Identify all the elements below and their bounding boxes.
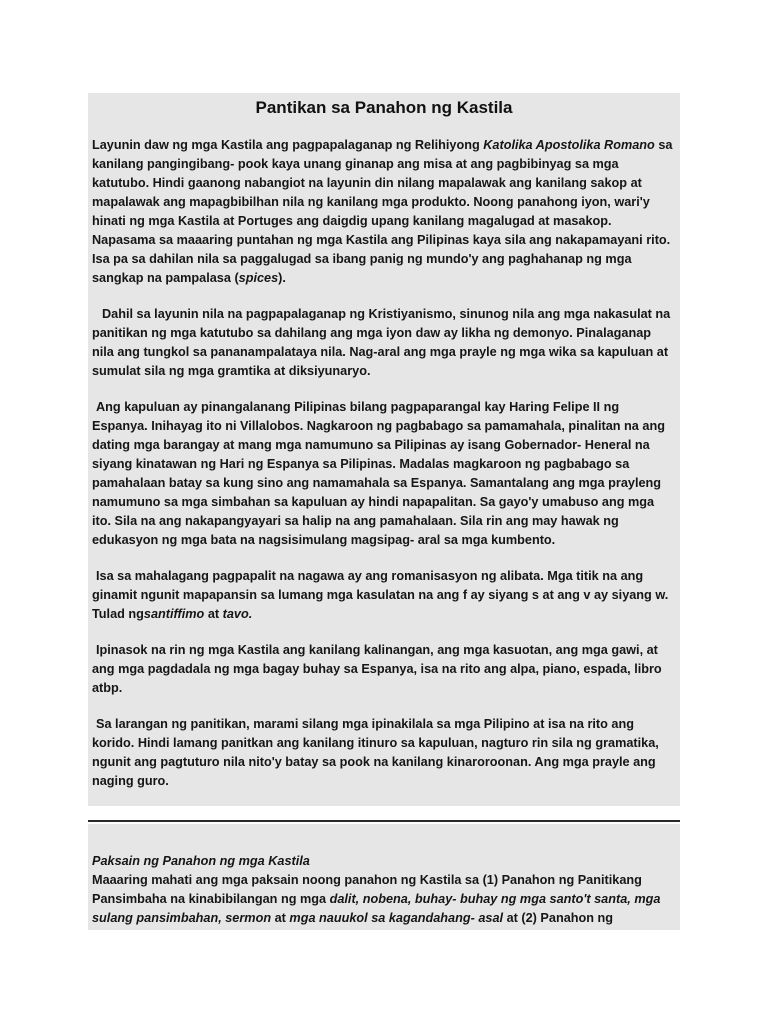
section-panel	[88, 824, 680, 930]
document-title: Pantikan sa Panahon ng Kastila	[255, 98, 513, 117]
paragraph-1-text-a: Layunin daw ng mga Kastila ang pagpapalaganap ng Relihiyong	[92, 138, 484, 152]
section-emphasis-values: mga nauukol sa kagandahang- asal	[289, 911, 504, 925]
section-heading: Paksain ng Panahon ng mga Kastila	[92, 854, 310, 868]
paragraph-1-text-b: sa kanilang pangingibang- pook kaya unang ginanap ang misa at ang pagbibinyag sa mga katutubo. Hindi gaanong nabangiot na layunin din nilang mapalawak ang kanilang sakop at mapalawak ang mapagbibilhan nila ng kanilang mga produkto. Noong panahong iyon, wari'y hinati ng mga Kastila at Portuges ang daigdig upang kanilang magalugad at masakop. Napasama sa maaaring puntahan ng mga Kastila ang Pilipinas kaya sila ang nakapamayani rito. Isa pa sa dahilan nila sa paggalugad sa ibang panig ng mundo'y ang paghahanap ng mga sangkap na pampalasa (	[92, 138, 673, 285]
section-text-c: at (2) Panahon ng	[503, 911, 614, 925]
paragraph-4-emphasis-santiffimo: santiffimo	[143, 607, 205, 621]
paragraph-4	[92, 567, 676, 624]
paragraph-4-text-b: at	[204, 607, 223, 621]
paragraph-1-text-c: ).	[278, 271, 286, 285]
section-text-a: Maaaring mahati ang mga paksain noong panahon ng Kastila sa (1) Panahon ng Panitikang Pansimbaha na kinabibilangan ng mga	[92, 873, 642, 906]
paragraph-2: Dahil sa layunin nila na pagpapalaganap ng Kristiyanismo, sinunog nila ang mga nakasulat na panitikan ng mga katutubo sa dahilang ang mga iyon daw ay likha ng demonyo. Pinalaganap nila ang tungkol sa pananampalataya nila. Nag-aral ang mga prayle ng mga wika sa kapuluan at sumulat sila ng mga gramtika at diksiyunaryo.	[92, 307, 671, 378]
section-divider	[88, 820, 680, 822]
paragraph-4-text-a: Isa sa mahalagang pagpapalit na nagawa ay ang romanisasyon ng alibata. Mga titik na ang ginamit ngunit mapapansin sa lumang mga kasulatan na ang f ay siyang s at ang v ay siyang w. Tulad ng	[92, 569, 669, 621]
paragraph-3: Ang kapuluan ay pinangalanang Pilipinas bilang pagpaparangal kay Haring Felipe II ng Espanya. Inihayag ito ni Villalobos. Nagkaroon ng pagbabago sa pamamahala, pinalitan na ang dating mga barangay at mang mga namumuno sa Pilipinas ay isang Gobernador- Heneral na siyang kinatawan ng Hari ng Espanya sa Pilipinas. Madalas magkaroon ng pagbabago sa pamahalaan batay sa kung sino ang namamahala sa Espanya. Samantalang ang mga prayleng namumuno sa mga simbahan sa kapuluan ay hindi napapalitan. Sa gayo'y umabuso ang mga ito. Sila na ang nakapangyayari sa halip na ang pamahalaan. Sila rin ang may hawak ng edukasyon ng mga bata na nagsisimulang magsipag- aral sa mga kumbento.	[92, 400, 665, 547]
paragraph-4-emphasis-tavo: tavo.	[222, 607, 253, 621]
paragraph-1-emphasis-spices: spices	[238, 271, 279, 285]
section-emphasis-genres: dalit, nobena, buhay- buhay ng mga santo't santa, mga sulang pansimbahan, sermon	[92, 892, 661, 925]
article-panel	[88, 93, 680, 806]
section-paragraph	[92, 871, 676, 928]
paragraph-6: Sa larangan ng panitikan, marami silang mga ipinakilala sa mga Pilipino at isa na rito ang korido. Hindi lamang panitkan ang kanilang itinuro sa kapuluan, nagturo rin sila ng gramatika, ngunit ang pagtuturo nila nito'y batay sa pook na kanilang kinaroroonan. Ang mga prayle ang naging guro.	[92, 717, 659, 788]
paragraph-1-emphasis-religion: Katolika Apostolika Romano	[483, 138, 655, 152]
paragraph-1	[92, 136, 676, 288]
paragraph-5: Ipinasok na rin ng mga Kastila ang kanilang kalinangan, ang mga kasuotan, ang mga gawi, at ang mga pagdadala ng mga bagay buhay sa Espanya, isa na rito ang alpa, piano, espada, libro atbp.	[92, 643, 662, 695]
section-text-b: at	[271, 911, 290, 925]
